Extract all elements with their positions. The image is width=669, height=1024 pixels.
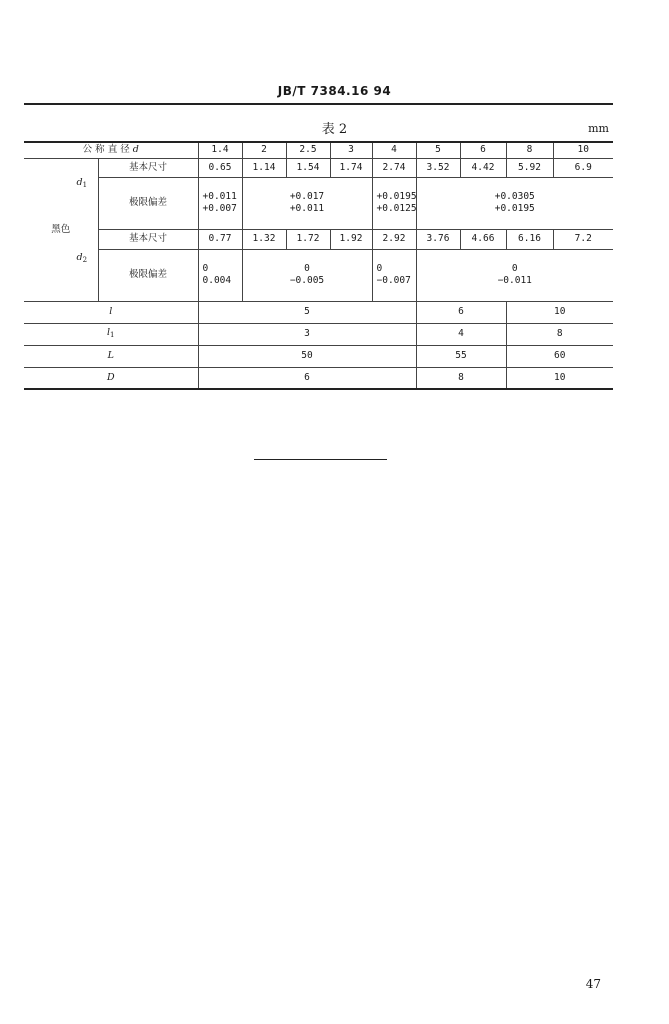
group-label: 黑色 <box>24 158 98 301</box>
d1-symbol <box>77 177 88 191</box>
diameter-cell: 10 <box>553 142 613 158</box>
lower-deviation: −0.005 <box>289 275 325 286</box>
l-cell: 10 <box>506 301 613 323</box>
d1-basic-cell: 0.65 <box>198 158 242 177</box>
d2-limit-cell <box>242 249 372 301</box>
upper-deviation: 0 <box>511 263 518 274</box>
d2-basic-cell: 7.2 <box>553 229 613 249</box>
l-cell: 5 <box>198 301 416 323</box>
nominal-diameter-header <box>24 142 198 158</box>
table-title: 表 2 <box>321 122 348 137</box>
d2-limit-label: 极限偏差 <box>98 249 198 301</box>
D-row <box>24 367 613 389</box>
L-cell: 55 <box>416 345 506 367</box>
lower-deviation: +0.011 <box>289 203 325 214</box>
lower-deviation: +0.0125 <box>376 203 417 214</box>
l1-cell: 8 <box>506 323 613 345</box>
nominal-diameter-row <box>24 142 613 158</box>
upper-deviation: +0.0305 <box>494 191 535 202</box>
lower-deviation: −0.007 <box>376 275 411 286</box>
d2-basic-cell: 2.92 <box>372 229 416 249</box>
d2-symbol-sub: 2 <box>82 255 88 264</box>
l-row <box>24 301 613 323</box>
l1-symbol-letter: l <box>106 327 111 338</box>
diameter-cell: 6 <box>460 142 506 158</box>
lower-deviation: −0.011 <box>497 275 532 286</box>
d2-basic-cell: 1.32 <box>242 229 286 249</box>
diameter-cell: 2.5 <box>286 142 330 158</box>
d2-symbol-letter: d <box>76 251 83 263</box>
upper-deviation: +0.0195 <box>376 191 417 202</box>
d1-limit-cell <box>242 177 372 229</box>
upper-deviation: 0 <box>202 263 209 274</box>
d1-basic-cell: 4.42 <box>460 158 506 177</box>
d1-basic-cell: 1.74 <box>330 158 372 177</box>
unit-label: mm <box>588 122 609 135</box>
diameter-cell: 2 <box>242 142 286 158</box>
lower-deviation: +0.007 <box>202 203 237 214</box>
upper-deviation: 0 <box>376 263 383 274</box>
d2-basic-cell: 3.76 <box>416 229 460 249</box>
d1-basic-cell: 3.52 <box>416 158 460 177</box>
d2-basic-cell: 4.66 <box>460 229 506 249</box>
diameter-cell: 5 <box>416 142 460 158</box>
d1-basic-cell: 1.14 <box>242 158 286 177</box>
header-rule <box>24 103 613 105</box>
d1-limit-row <box>24 177 613 229</box>
L-symbol: L <box>24 345 198 367</box>
D-cell: 10 <box>506 367 613 389</box>
lower-deviation: +0.0195 <box>494 203 535 214</box>
diameter-cell: 3 <box>330 142 372 158</box>
l1-symbol <box>24 323 198 345</box>
diameter-cell: 4 <box>372 142 416 158</box>
d1-basic-text: 基本尺寸 <box>128 161 167 173</box>
upper-deviation: +0.017 <box>289 191 325 202</box>
d2-limit-cell <box>198 249 242 301</box>
diameter-cell: 8 <box>506 142 553 158</box>
d1-basic-row <box>24 158 613 177</box>
l1-symbol-sub: 1 <box>110 331 115 339</box>
lower-deviation: 0.004 <box>202 275 232 286</box>
end-rule <box>254 459 387 460</box>
d1-limit-label: 极限偏差 <box>98 177 198 229</box>
diameter-cell: 1.4 <box>198 142 242 158</box>
d2-basic-row <box>24 229 613 249</box>
nominal-label: 公 称 直 径 <box>82 144 130 156</box>
d1-basic-cell: 1.54 <box>286 158 330 177</box>
upper-deviation: 0 <box>304 263 310 274</box>
d2-basic-cell: 6.16 <box>506 229 553 249</box>
d1-symbol-letter: d <box>76 176 83 188</box>
d1-limit-cell <box>416 177 613 229</box>
d2-symbol <box>77 252 88 266</box>
document-code-header: JB/T 7384.16 94 <box>277 84 392 98</box>
d1-symbol-sub: 1 <box>82 180 88 189</box>
D-cell: 8 <box>416 367 506 389</box>
D-cell: 6 <box>198 367 416 389</box>
L-cell: 60 <box>506 345 613 367</box>
l1-row <box>24 323 613 345</box>
d2-basic-text: 基本尺寸 <box>128 233 167 244</box>
d2-basic-cell: 1.72 <box>286 229 330 249</box>
dimension-table <box>24 141 613 390</box>
l1-cell: 3 <box>198 323 416 345</box>
d2-basic-cell: 1.92 <box>330 229 372 249</box>
l1-cell: 4 <box>416 323 506 345</box>
L-cell: 50 <box>198 345 416 367</box>
d2-basic-label <box>76 229 198 264</box>
D-symbol: D <box>24 367 198 389</box>
page-number: 47 <box>585 977 601 991</box>
d1-basic-label <box>76 158 198 189</box>
d1-basic-cell: 2.74 <box>372 158 416 177</box>
upper-deviation: +0.011 <box>202 191 237 202</box>
d1-limit-cell <box>198 177 242 229</box>
l-cell: 6 <box>416 301 506 323</box>
l-symbol: l <box>24 301 198 323</box>
d2-limit-row <box>24 249 613 301</box>
L-row <box>24 345 613 367</box>
d1-basic-cell: 6.9 <box>553 158 613 177</box>
d1-limit-cell <box>372 177 416 229</box>
d2-limit-cell <box>416 249 613 301</box>
d2-limit-cell <box>372 249 416 301</box>
d2-basic-cell: 0.77 <box>198 229 242 249</box>
nominal-symbol: d <box>132 144 139 156</box>
d1-basic-cell: 5.92 <box>506 158 553 177</box>
